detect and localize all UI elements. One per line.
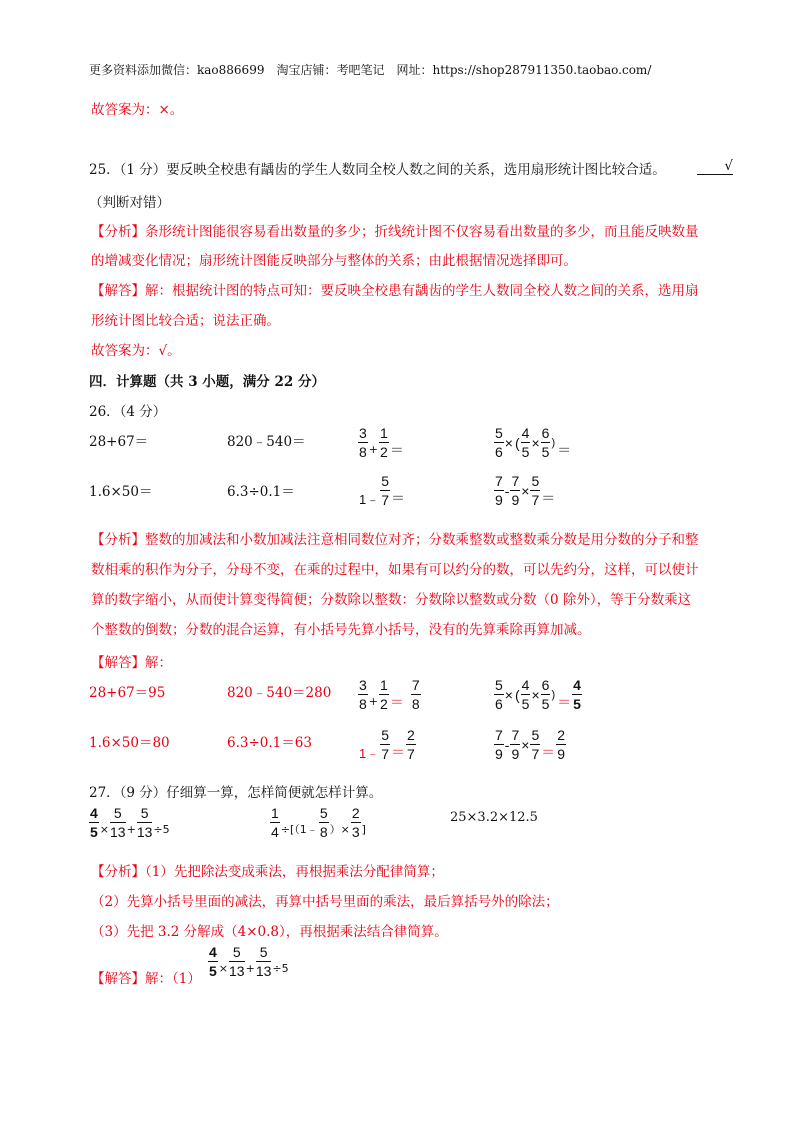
fraction: $\frac{2}{3}$: [351, 805, 360, 840]
q26-analysis-3: 算的数字缩小，从而使计算变得简便；分数除以整数：分数除以整数或分数（0 除外），等于分数乘这: [91, 592, 692, 608]
q26-answer-c1: $\frac{3}{8}$ $_+$ $\frac{1}{2}$ ＝ $\frac{7}{8}$: [359, 677, 420, 712]
fraction: $\frac{4}{5}$: [209, 944, 217, 979]
q26-label: 26．（4 分）: [89, 404, 167, 420]
fraction: $\frac{5}{6}$: [495, 677, 503, 712]
q26-expr-d2: $\frac{7}{9}$ - $\frac{7}{9}$ × $\frac{5}{7}$ ＝: [495, 473, 556, 508]
fraction: $\frac{7}{8}$: [411, 677, 420, 712]
q26-solution-label: 【解答】解：: [91, 655, 172, 671]
fraction: $\frac{5}{6}$: [495, 425, 503, 460]
fraction: $\frac{6}{5}$: [541, 677, 550, 712]
q27-stem: 27．（9 分）仔细算一算，怎样简便就怎样计算。: [89, 785, 383, 801]
q26-answer-c2: $_{1﹣}$ $\frac{5}{7}$ ＝ $\frac{2}{7}$: [359, 727, 415, 762]
fraction: $\frac{4}{5}$: [521, 677, 530, 712]
fraction: $\frac{5}{13}$: [229, 944, 245, 979]
fraction: $\frac{7}{9}$: [495, 727, 503, 762]
fraction: $\frac{5}{7}$: [381, 727, 390, 762]
fraction: $\frac{5}{13}$: [255, 944, 272, 979]
q25-analysis-2: 的增减变化情况；扇形统计图能反映部分与整体的关系；由此根据情况选择即可。: [91, 253, 577, 269]
fraction: $\frac{2}{7}$: [407, 727, 415, 762]
q26-answer-b1: 820﹣540＝280: [227, 685, 332, 701]
q27-analysis-3: （3）先把 3.2 分解成（4×0.8），再根据乘法结合律简算。: [91, 924, 448, 940]
fraction: $\frac{5}{7}$: [531, 727, 540, 762]
q27-expr-2: $\frac{1}{4}$ $_{\div[(1﹣}$ $\frac{5}{8}$ $_{)\times}$ $\frac{2}{3}$ $_]$: [271, 805, 366, 840]
q27-expr-1: $\frac{4}{5}$ $_\times$ $\frac{5}{13}$ $_+$ $\frac{5}{13}$ $_{\div 5}$: [90, 805, 170, 840]
fraction: $\frac{1}{4}$: [271, 805, 279, 840]
fraction: $\frac{7}{9}$: [511, 727, 520, 762]
fraction: $\frac{5}{13}$: [110, 805, 126, 840]
q27-analysis-2: （2）先算小括号里面的减法，再算中括号里面的乘法，最后算括号外的除法；: [91, 894, 559, 910]
q26-expr-a1: 28+67＝: [89, 434, 149, 450]
q25-type-note: （判断对错）: [89, 195, 170, 211]
q26-answer-a2: 1.6×50＝80: [89, 735, 170, 751]
fraction: $\frac{5}{8}$: [319, 805, 328, 840]
q26-expr-b1: 820﹣540＝: [227, 434, 306, 450]
q25-stem: 25．（1 分）要反映全校患有龋齿的学生人数同全校人数之间的关系，选用扇形统计图比较合适。: [89, 162, 666, 178]
q26-expr-b2: 6.3÷0.1＝: [227, 484, 295, 500]
fraction: $\frac{3}{8}$: [359, 425, 367, 460]
fraction: $\frac{4}{5}$: [573, 677, 581, 712]
fraction: $\frac{2}{9}$: [557, 727, 566, 762]
q26-expr-c2: $_{1﹣}$ $\frac{5}{7}$ ＝: [359, 473, 406, 508]
q26-answer-d1: $\frac{5}{6}$ × ( $\frac{4}{5}$ × $\frac{6}{5}$ ) ＝ $\frac{4}{5}$: [495, 677, 581, 712]
q25-blank: √: [697, 158, 733, 175]
q24-answer: 故答案为：×。: [91, 102, 184, 118]
fraction: $\frac{7}{9}$: [511, 473, 520, 508]
q26-answer-b2: 6.3÷0.1＝63: [227, 735, 312, 751]
q25-answer: 故答案为：√。: [91, 343, 181, 359]
q26-analysis-2: 数相乘的积作为分子，分母不变，在乘的过程中，如果有可以约分的数，可以先约分，这样，可以使计: [91, 562, 699, 578]
q26-answer-a1: 28+67＝95: [89, 685, 166, 701]
q26-answer-d2: $\frac{7}{9}$ - $\frac{7}{9}$ × $\frac{5}{7}$ ＝ $\frac{2}{9}$: [495, 727, 566, 762]
section-title: 四．计算题（共 3 小题，满分 22 分）: [89, 374, 325, 390]
q27-analysis-1: 【分析】（1）先把除法变成乘法，再根据乘法分配律简算；: [91, 864, 444, 880]
q25-analysis-1: 【分析】条形统计图能很容易看出数量的多少；折线统计图不仅容易看出数量的多少，而且能反映数量: [91, 224, 699, 240]
fraction: $\frac{1}{2}$: [380, 677, 388, 712]
q27-expr-3: 25×3.2×12.5: [450, 810, 538, 825]
q27-solution-expr-1: $\frac{4}{5}$ $_\times$ $\frac{5}{13}$ $_+$ $\frac{5}{13}$ $_{\div 5}$: [209, 944, 289, 979]
q25-solution-1: 【解答】解：根据统计图的特点可知：要反映全校患有龋齿的学生人数同全校人数之间的关系，选用扇: [91, 283, 699, 299]
page-header: 更多资料添加微信：kao886699 淘宝店铺：考吧笔记 网址：https://shop287911350.taobao.com/: [89, 63, 652, 77]
q26-expr-c1: $\frac{3}{8}$ $_+$ $\frac{1}{2}$ ＝: [359, 425, 404, 460]
fraction: $\frac{5}{7}$: [531, 473, 540, 508]
q26-analysis-4: 个整数的倒数；分数的混合运算，有小括号先算小括号，没有的先算乘除再算加减。: [91, 622, 591, 638]
fraction: $\frac{5}{7}$: [381, 473, 390, 508]
q26-expr-a2: 1.6×50＝: [89, 484, 153, 500]
q25-solution-2: 形统计图比较合适；说法正确。: [91, 313, 280, 329]
q27-solution-label: 【解答】解：（1）: [91, 971, 201, 987]
fraction: $\frac{4}{5}$: [90, 805, 98, 840]
fraction: $\frac{6}{5}$: [541, 425, 550, 460]
fraction: $\frac{4}{5}$: [521, 425, 530, 460]
fraction: $\frac{5}{13}$: [136, 805, 153, 840]
q26-analysis-1: 【分析】整数的加减法和小数加减法注意相同数位对齐；分数乘整数或整数乘分数是用分数的分子和整: [91, 532, 699, 548]
fraction: $\frac{1}{2}$: [380, 425, 388, 460]
fraction: $\frac{3}{8}$: [359, 677, 367, 712]
fraction: $\frac{7}{9}$: [495, 473, 503, 508]
q26-expr-d1: $\frac{5}{6}$ × ( $\frac{4}{5}$ × $\frac{6}{5}$ ) ＝: [495, 425, 572, 460]
